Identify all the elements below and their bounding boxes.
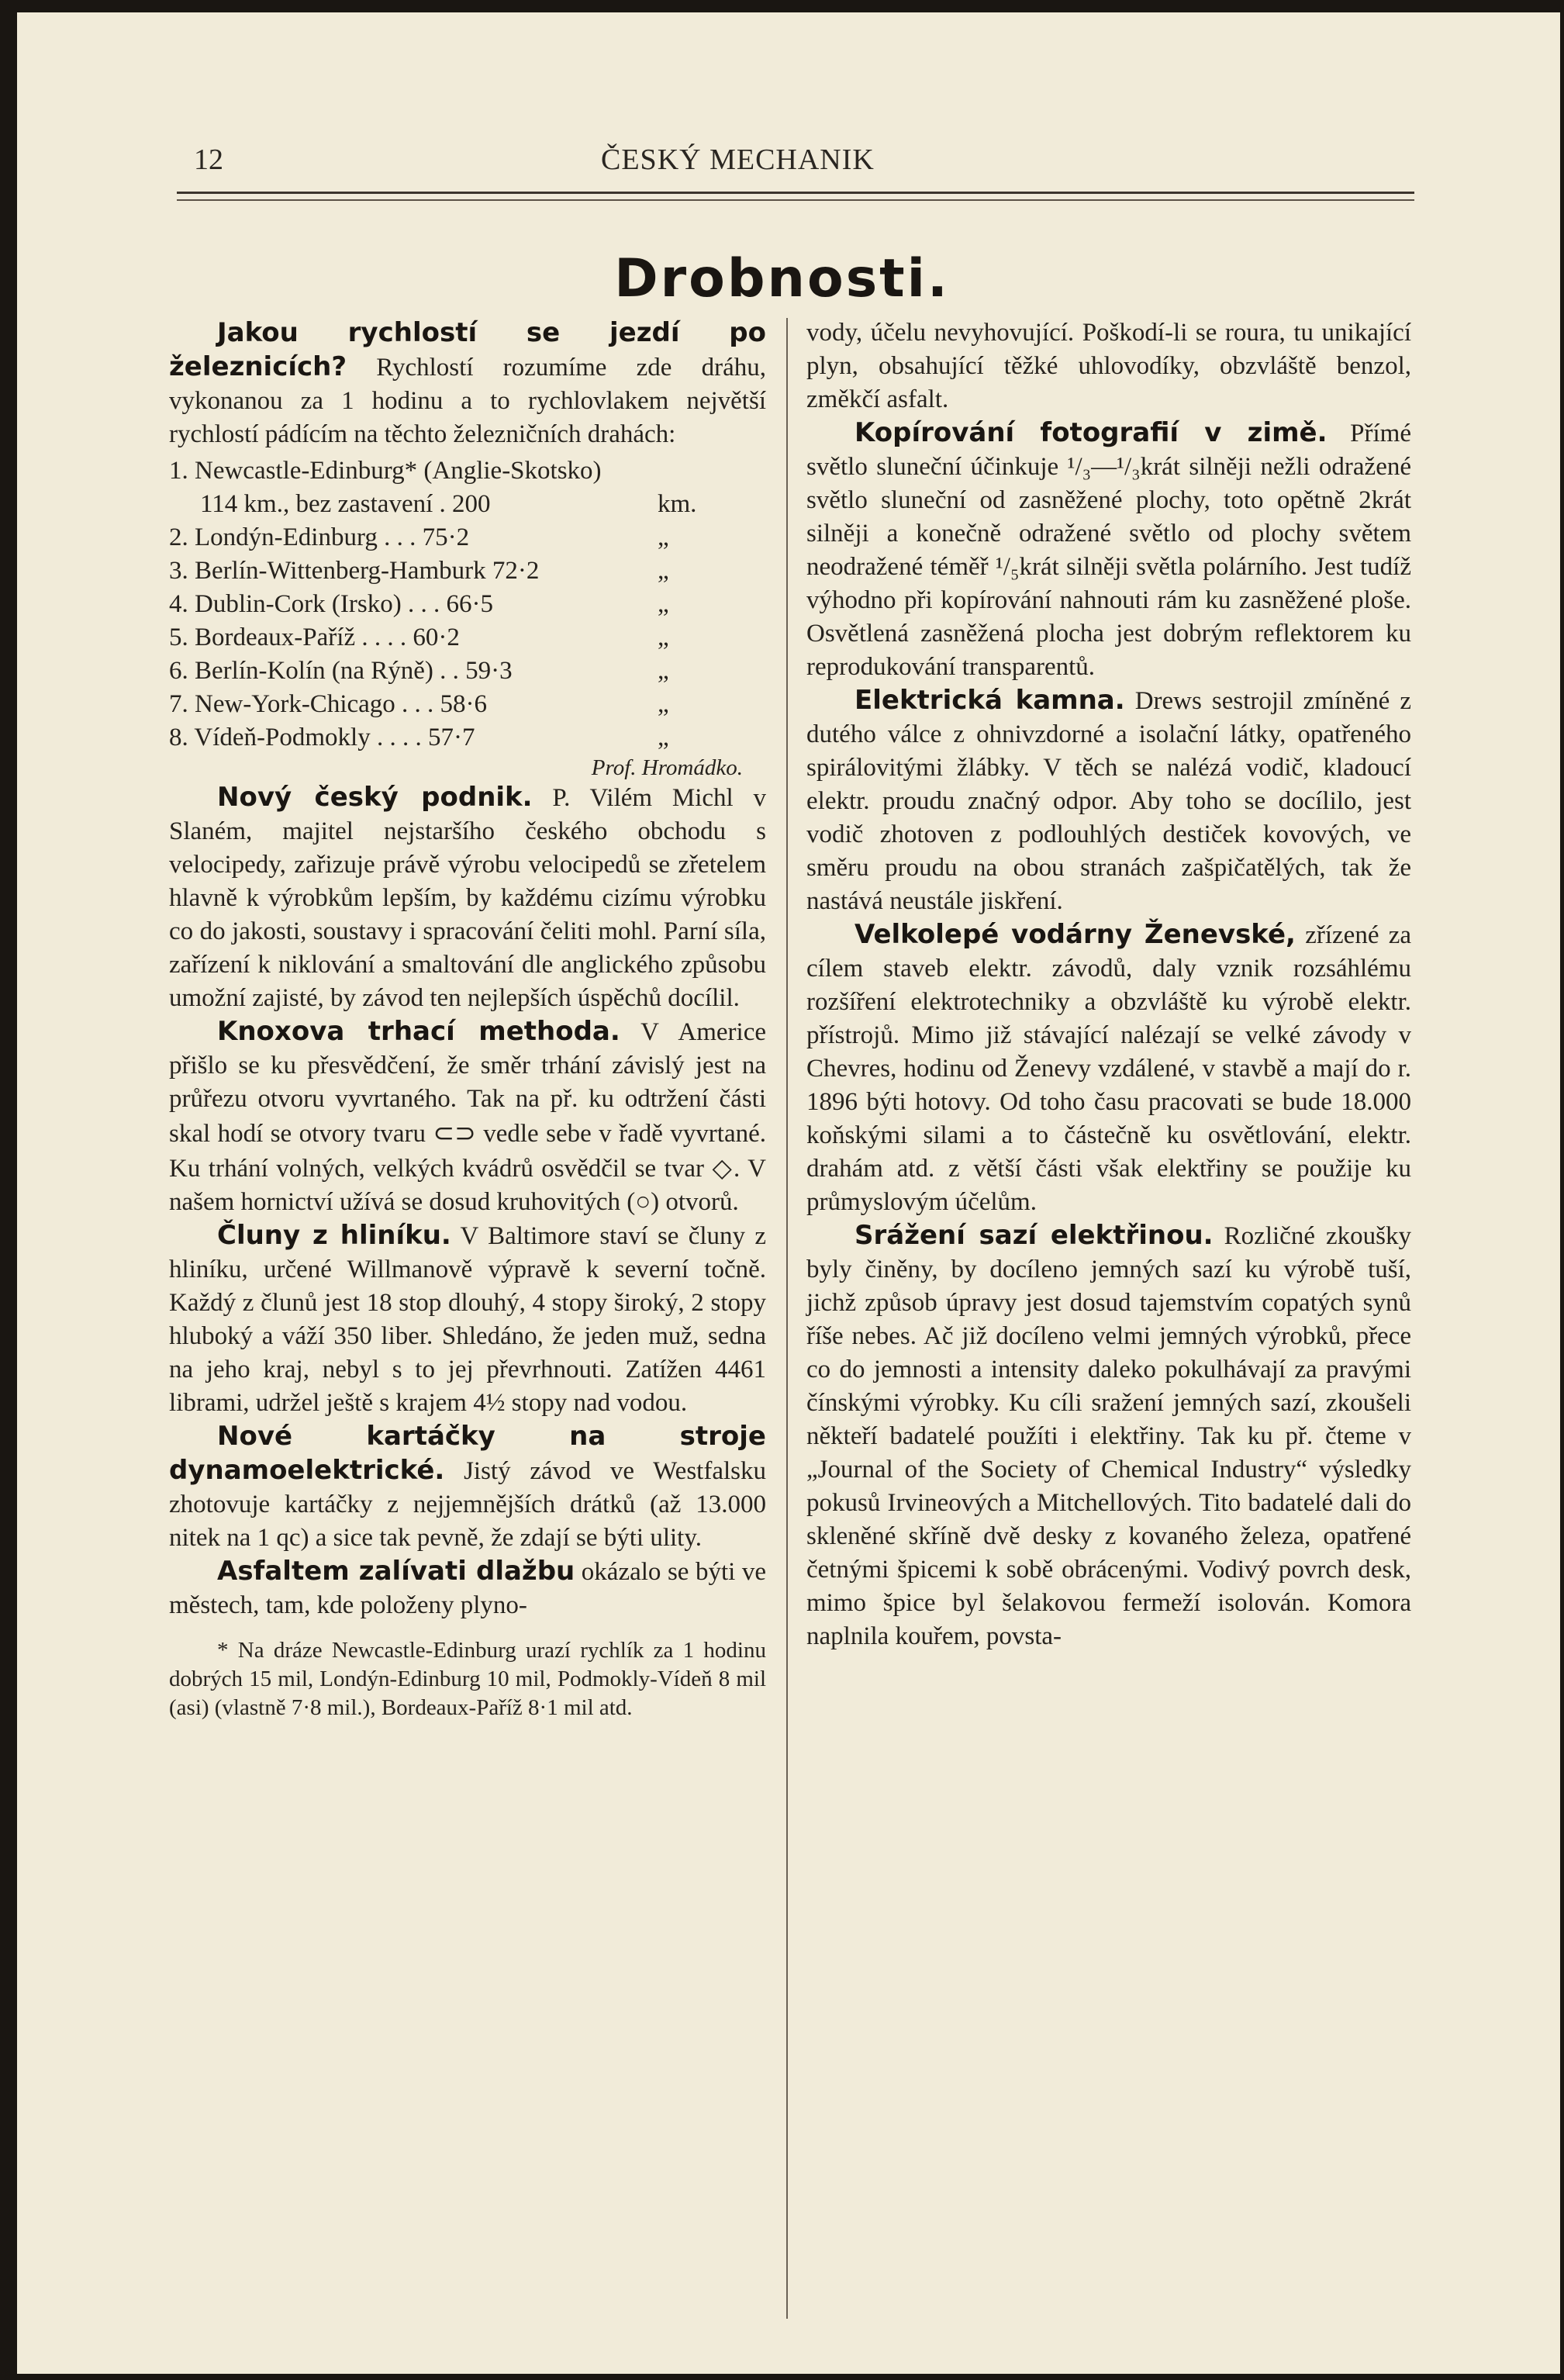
left-column — [169, 316, 766, 1722]
article-winter-photo-copying — [806, 416, 1411, 684]
article-body: P. Vilém Michl v Slaném, majitel nejstaršího českého obchodu s velocipedy, zařizuje právě výrobu velocipedů se zřetelem hlavně k výrobkům lepším, by každému cizímu výrobku co do jakosti, soustavy i spracování čeliti mohl. Parní síla, zařízení k niklování a smaltování dle anglického způsobu umožní zajisté, by závod ten nejlepších úspěchů docílil. — [169, 784, 766, 1012]
article-body: Rychlostí rozumíme zde dráhu, vykonanou za 1 hodinu a to rychlovlakem největší rychlostí pádícím na těchto železničních drahách: — [169, 354, 767, 448]
article-dynamo-brushes — [169, 1420, 766, 1555]
article-heading: Velkolepé vodárny Ženevské, — [855, 919, 1296, 950]
article-heading: Kopírování fotografií v zimě. — [855, 417, 1328, 448]
article-heading: Knoxova trhací methoda. — [217, 1016, 620, 1047]
article-electric-stoves — [806, 684, 1411, 918]
column-divider — [786, 318, 788, 2319]
article-heading: Nový český podnik. — [217, 782, 533, 813]
article-body: . V našem hornictví užívá se dosud kruhovitých (○) otvorů. — [169, 1155, 766, 1216]
article-heading: Nové kartáčky na stroje dynamoelektrické. — [169, 1421, 766, 1486]
article-body: Rozličné zkoušky byly činěny, by docíleno jemných sazí ku výrobě tuší, jichž způsob úpravy jest dosud tajemstvím copatých synů říše nebes. Ač již docíleno velmi jemných výrobků, přece co do jemnosti a intensity daleko pokulhávají za pravými čínskými výrobky. Ku cíli sražení jemných sazí, zkoušeli někteří badatelé použíti i elektřiny. Tak ku př. čteme v „Journal of the Society of Chemical Industry“ výsledky pokusů Irvineových a Mitchellových. Tito badatelé dali do skleněné skříně dvě desky z kovaného železa, opatřené četnými špicemi k sobě obrácenými. Vodivý povrch desk, mimo špice byl šelakovou fermeží isolován. Komora naplnila kouřem, povsta- — [806, 1222, 1412, 1650]
header-rule-thick — [177, 192, 1414, 194]
footnote: * Na dráze Newcastle-Edinburg urazí rychlík za 1 hodinu dobrých 15 mil, Londýn-Edinburg 10 mil, Podmokly-Vídeň 8 mil (asi) (vlastně 7·8 mil.), Bordeaux-Paříž 8·1 mil atd. — [169, 1638, 766, 1720]
article-asphalt-continued: vody, účelu nevyhovující. Poškodí-li se roura, tu unikající plyn, obsahující těžké uhlovodíky, obzvláště benzol, změkčí asfalt. — [806, 319, 1411, 413]
list-item: 2. Londýn-Edinburg . . . 75·2 „ — [169, 523, 669, 551]
article-heading: Srážení sazí elektřinou. — [855, 1220, 1214, 1251]
article-heading: Čluny z hliníku. — [217, 1220, 451, 1251]
oval-hole-symbol: ⊂⊃ — [433, 1117, 476, 1148]
header-rule-thin — [177, 199, 1414, 201]
list-item: 5. Bordeaux-Paříž . . . . 60·2 „ — [169, 623, 669, 651]
list-item: 4. Dublin-Cork (Irsko) . . . 66·5 „ — [169, 590, 669, 618]
list-item: 1. Newcastle-Edinburg* (Anglie-Skotsko) — [169, 457, 602, 485]
journal-title: ČESKÝ MECHANIK — [601, 143, 875, 176]
list-item: 8. Vídeň-Podmokly . . . . 57·7 „ — [169, 724, 669, 751]
article-body: V Americe přišlo se ku přesvědčení, že směr trhání závislý jest na průřezu otvoru vyvrtaného. Tak na př. ku odtržení části skal hodí se otvory tvaru — [169, 1018, 766, 1148]
article-geneva-waterworks — [806, 918, 1411, 1219]
article-heading: Elektrická kamna. — [855, 685, 1125, 716]
article-soot-precipitation — [806, 1219, 1411, 1653]
speed-list — [169, 454, 766, 755]
section-title: Drobnosti. — [614, 248, 950, 309]
article-train-speeds — [169, 316, 766, 451]
article-body: Drews sestrojil zmíněné z dutého válce z ohnivzdorné a isolační látky, opatřeného spirálovitými žlábky. V těch se nalézá vodič, kladoucí elektr. proudu značný odpor. Aby toho se docílilo, jest vodič zhotoven z podlouhlých destiček kovových, ve směru proudu na obou stranách zašpičatělých, tak že nastává neustále jiskření. — [806, 687, 1411, 915]
article-asphalt-paving — [169, 1555, 766, 1622]
article-body: Jistý závod ve Westfalsku zhotovuje kartáčky z nejjemnějších drátků (až 13.000 nitek na 1 qc) a sice tak pevně, že zdají se býti ulity. — [169, 1457, 766, 1552]
article-body: vedle sebe v řadě vyvrtané. Ku trhání volných, velkých kvádrů osvědčil se tvar — [169, 1120, 767, 1183]
article-knox-method — [169, 1015, 766, 1219]
article-body: zřízené za cílem staveb elektr. závodů, daly vznik rozsáhlému rozšíření elektrotechniky a obzvláště ku výrobě elektr. přístrojů. Mimo již stávající nalézají se velké závody v Chevres, hodinu od Ženevy vzdálené, v stavbě a mají do r. 1896 býti hotovy. Od toho času pracovati se bude 18.000 koňskými silami a to částečně ku osvětlování, elektr. drahám atd. z větší části však elektřiny se použije ku průmyslovým účelům. — [806, 921, 1412, 1216]
article-new-enterprise — [169, 781, 766, 1015]
author-signature: Prof. Hromádko. — [591, 755, 743, 780]
article-heading: Asfaltem zalívati dlažbu — [217, 1556, 575, 1587]
list-item: 114 km., bez zastavení . 200 km. — [200, 490, 697, 518]
article-body: V Baltimore staví se čluny z hliníku, určené Willmanově výpravě k severní točně. Každý z člunů jest 18 stop dlouhý, 4 stopy široký, 2 stopy hluboký a váží 350 liber. Shledáno, že jeden muž, sedna na jeho kraj, nebyl s to jej převrhnouti. Zatížen 4461 librami, udržel ještě s krajem 4½ stopy nad vodou. — [169, 1222, 767, 1417]
list-item: 6. Berlín-Kolín (na Rýně) . . 59·3 „ — [169, 657, 669, 685]
list-item: 3. Berlín-Wittenberg-Hamburk 72·2 „ — [169, 557, 669, 585]
article-body: Přímé světlo sluneční účinkuje ¹/₃—¹/₃krát silněji nežli odražené světlo sluneční od zasněžené plochy, toto opětně 2krát silněji a konečně odražené světlo od plochy světem neodražené téměř ¹/₅krát silněji světla polárního. Jest tudíž výhodno při kopírování nahnouti rám ku zasněžené ploše. Osvětlená zasněžená plocha jest dobrým reflektorem ku reprodukování transparentů. — [806, 420, 1411, 681]
page-number: 12 — [194, 143, 223, 176]
list-item: 7. New-York-Chicago . . . 58·6 „ — [169, 690, 669, 718]
running-header — [178, 143, 1411, 189]
article-aluminium-boats — [169, 1219, 766, 1420]
article-body: okázalo se býti ve městech, tam, kde položeny plyno- — [169, 1558, 766, 1619]
article-heading: Jakou rychlostí se jezdí po železnicích? — [169, 317, 766, 382]
right-column — [806, 316, 1411, 1653]
diamond-hole-symbol: ◇ — [712, 1152, 734, 1183]
